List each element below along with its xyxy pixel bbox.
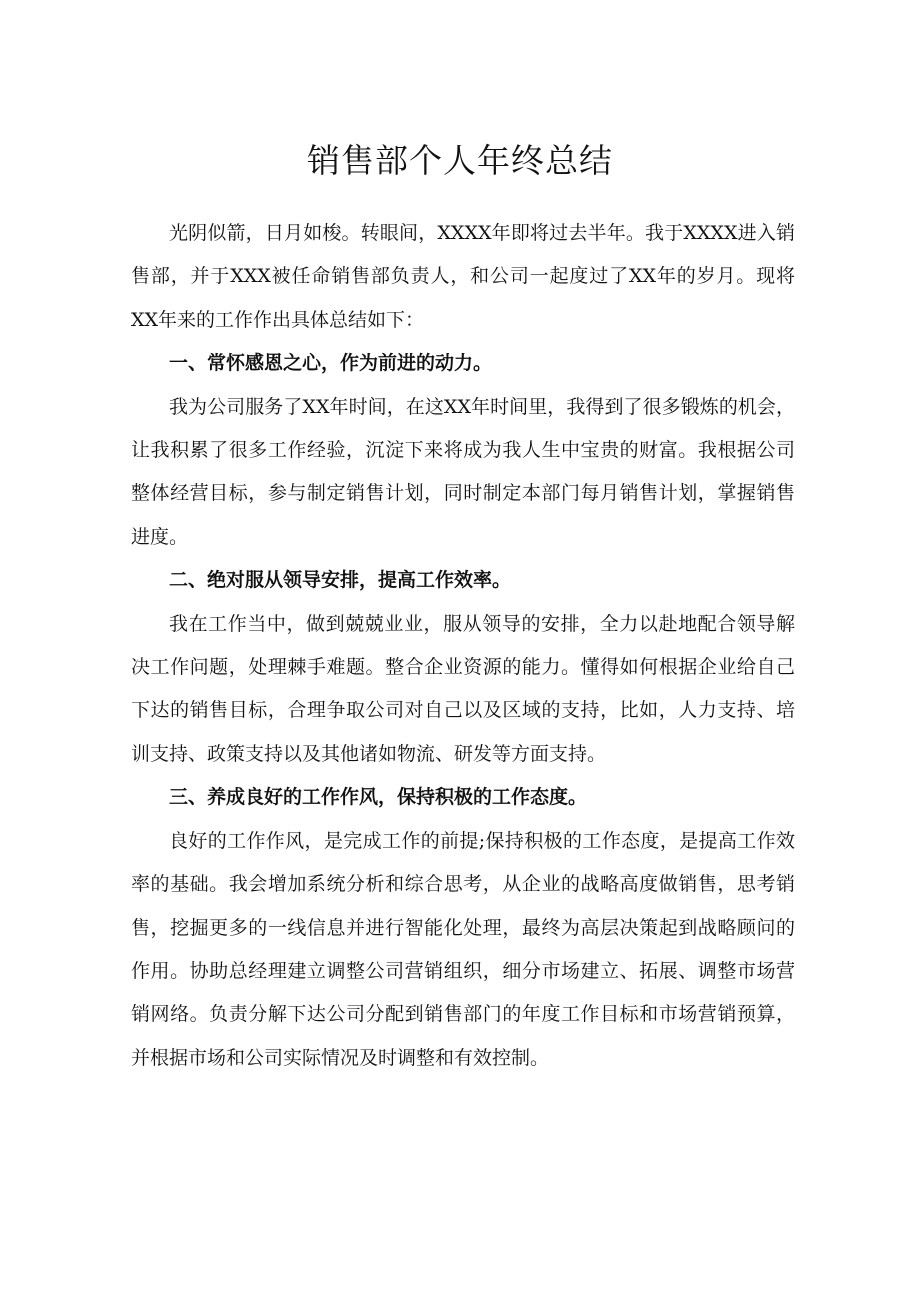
section-paragraph-3: 良好的工作作风，是完成工作的前提;保持积极的工作态度，是提高工作效率的基础。我会增加系统分析和综合思考，从企业的战略高度做销售，思考销售，挖掘更多的一线信息并进行智能化处理，最终为高层决策起到战略顾问的作用。协助总经理建立调整公司营销组织，细分市场建立、拓展、调整市场营销网络。负责分解下达公司分配到销售部门的年度工作目标和市场营销预算，并根据市场和公司实际情况及时调整和有效控制。 bbox=[131, 829, 795, 1069]
section-paragraph-1: 我为公司服务了XX年时间，在这XX年时间里，我得到了很多锻炼的机会，让我积累了很多工作经验，沉淀下来将成为我人生中宝贵的财富。我根据公司整体经营目标，参与制定销售计划，同时制定本部门每月销售计划，掌握销售进度。 bbox=[131, 395, 795, 548]
intro-paragraph: 光阴似箭，日月如梭。转眼间，XXXX年即将过去半年。我于XXXX进入销售部，并于XXX被任命销售部负责人，和公司一起度过了XX年的岁月。现将XX年来的工作作出具体总结如下： bbox=[131, 222, 795, 331]
section-heading-2: 二、绝对服从领导安排，提高工作效率。 bbox=[169, 569, 512, 592]
section-paragraph-2: 我在工作当中，做到兢兢业业，服从领导的安排，全力以赴地配合领导解决工作问题，处理棘手难题。整合企业资源的能力。懂得如何根据企业给自己下达的销售目标，合理争取公司对自己以及区域的支持，比如，人力支持、培训支持、政策支持以及其他诸如物流、研发等方面支持。 bbox=[131, 612, 795, 765]
document-body bbox=[131, 212, 795, 1080]
document-title: 销售部个人年终总结 bbox=[307, 141, 613, 181]
section-heading-1: 一、常怀感恩之心，作为前进的动力。 bbox=[169, 352, 493, 375]
section-heading-3: 三、养成良好的工作作风，保持积极的工作态度。 bbox=[169, 786, 588, 809]
